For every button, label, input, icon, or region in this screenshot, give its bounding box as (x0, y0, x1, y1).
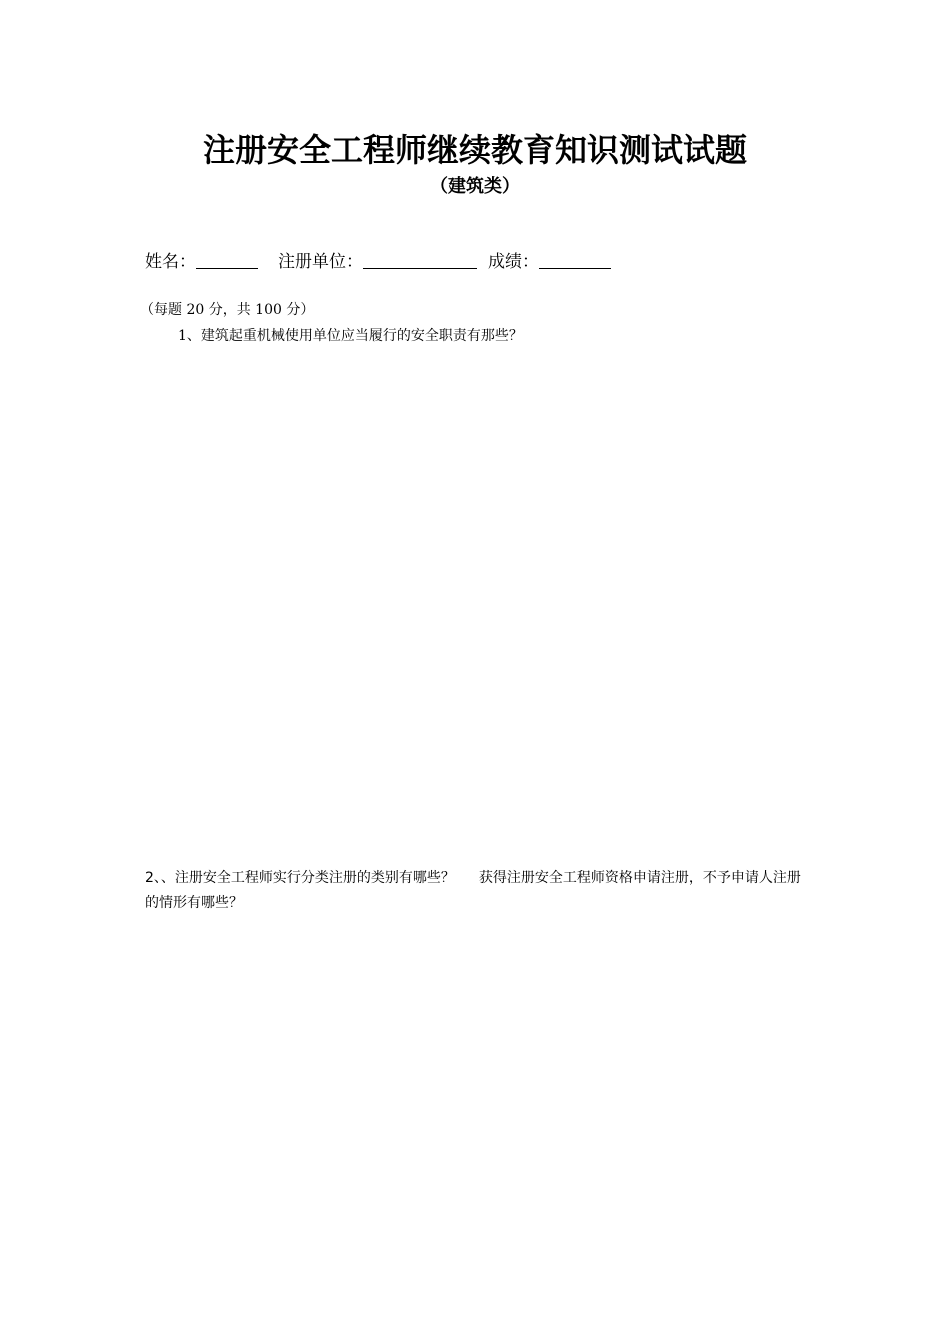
page-title: 注册安全工程师继续教育知识测试试题 (202, 131, 747, 169)
question-2-number: 2 (145, 870, 154, 886)
answer-area-1[interactable] (145, 352, 805, 852)
score-label: 成绩： (488, 252, 539, 272)
unit-label: 注册单位： (278, 252, 363, 272)
scoring-note: （每题 20 分，共 100 分） (140, 302, 315, 318)
question-1 (178, 326, 523, 346)
name-blank[interactable] (196, 248, 258, 269)
question-1-number: 1、 (178, 328, 201, 344)
examinee-info-line (145, 248, 611, 276)
answer-area-2[interactable] (145, 920, 805, 1300)
question-1-text: 建筑起重机械使用单位应当履行的安全职责有那些？ (200, 328, 523, 344)
question-2-text-part1: 、、注册安全工程师实行分类注册的类别有哪些？ (153, 870, 455, 886)
score-blank[interactable] (539, 248, 611, 269)
question-2-text-part2: 获得注册安全工程师资格申请注册，不予申请人注册的情形有哪些？ (145, 870, 801, 911)
question-2 (145, 866, 810, 916)
page-subtitle: （建筑类） (430, 176, 520, 197)
name-label: 姓名： (145, 252, 196, 272)
unit-blank[interactable] (363, 248, 477, 269)
